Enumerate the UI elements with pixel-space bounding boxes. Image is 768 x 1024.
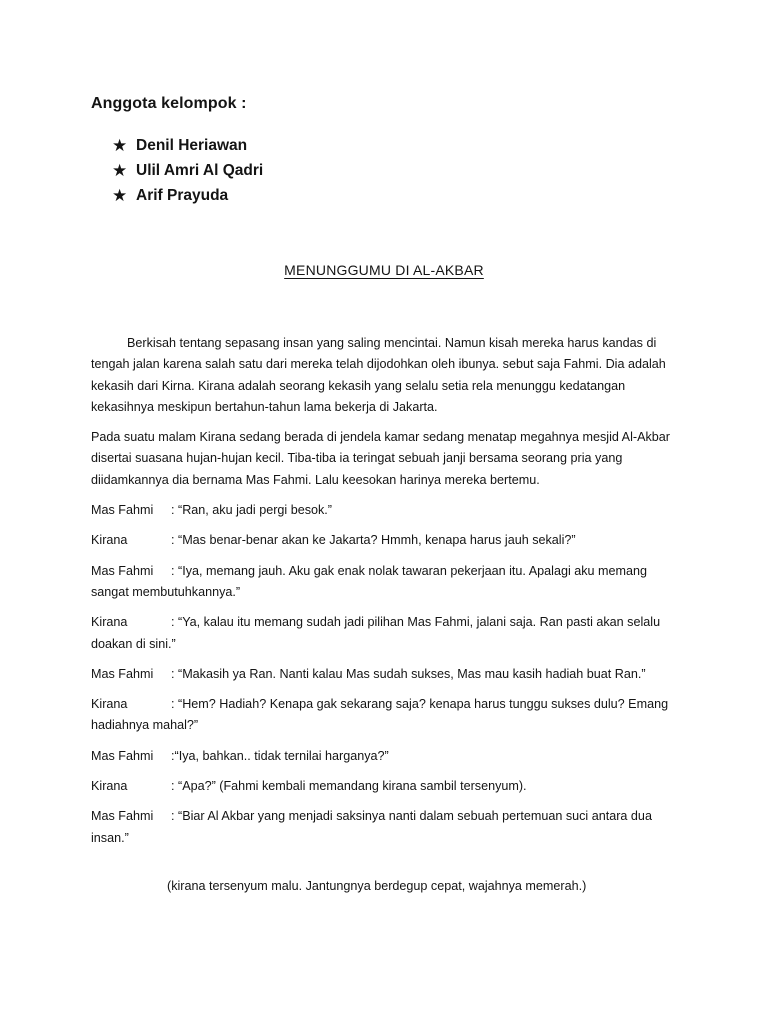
dialogue-text: : “Iya, memang jauh. Aku gak enak nolak tawaran pekerjaan itu. Apalagi aku memang sangat membutuhkannya.”: [91, 563, 648, 599]
dialogue-line: [91, 612, 671, 655]
closing-stage-direction: (kirana tersenyum malu. Jantungnya berdegup cepat, wajahnya memerah.): [167, 879, 587, 893]
members-heading: Anggota kelompok :: [91, 95, 247, 112]
dialogue-line: [91, 746, 671, 767]
speaker-name: Mas Fahmi: [91, 563, 154, 578]
dialogue-line: [91, 776, 671, 797]
speaker-name: Mas Fahmi: [91, 503, 154, 518]
dialogue-text: : “Makasih ya Ran. Nanti kalau Mas sudah sukses, Mas mau kasih hadiah buat Ran.”: [171, 666, 646, 681]
dialogue-text: : “Mas benar-benar akan ke Jakarta? Hmmh, kenapa harus jauh sekali?”: [171, 533, 576, 548]
speaker-name: Mas Fahmi: [91, 666, 154, 681]
story-paragraph: Berkisah tentang sepasang insan yang saling mencintai. Namun kisah mereka harus kandas di tengah jalan karena salah satu dari mereka telah dijodohkan oleh ibunya. sebut saja Fahmi. Dia adalah kekasih dari Kirna. Kirana adalah seorang kekasih yang selalu setia rela menunggu kedatangan kekasihnya meskipun bertahun-tahun lama bekerja di Jakarta.: [91, 336, 666, 414]
star-icon: ★: [112, 136, 128, 155]
list-item: [112, 133, 263, 158]
story-paragraph: Pada suatu malam Kirana sedang berada di jendela kamar sedang menatap megahnya mesjid Al-Akbar disertai suasana hujan-hujan kecil. Tiba-tiba ia teringat sebuah janji bersama seorang pria yang diidamkannya dia bernama Mas Fahmi. Lalu keesokan harinya mereka bertemu.: [91, 430, 670, 487]
member-name: Denil Heriawan: [136, 136, 248, 154]
dialogue-text: : “Hem? Hadiah? Kenapa gak sekarang saja? kenapa harus tunggu sukses dulu? Emang hadiahnya mahal?”: [91, 697, 669, 733]
star-icon: ★: [112, 186, 128, 205]
dialogue-text: : “Apa?” (Fahmi kembali memandang kirana sambil tersenyum).: [171, 779, 527, 794]
speaker-name: Kirana: [91, 533, 128, 548]
dialogue-line: [91, 530, 671, 551]
speaker-name: Mas Fahmi: [91, 748, 154, 763]
story-title: MENUNGGUMU DI AL-AKBAR: [284, 262, 484, 278]
list-item: [112, 158, 263, 183]
dialogue-text: : “Ya, kalau itu memang sudah jadi pilihan Mas Fahmi, jalani saja. Ran pasti akan selalu doakan di sini.”: [91, 615, 661, 651]
dialogue-text: : “Biar Al Akbar yang menjadi saksinya nanti dalam sebuah pertemuan suci antara dua insan.”: [91, 809, 652, 845]
member-name: Ulil Amri Al Qadri: [136, 161, 264, 179]
speaker-name: Kirana: [91, 697, 128, 712]
speaker-name: Kirana: [91, 779, 128, 794]
dialogue-text: : “Ran, aku jadi pergi besok.”: [171, 503, 333, 518]
speaker-name: Kirana: [91, 615, 128, 630]
dialogue-line: [91, 806, 671, 849]
speaker-name: Mas Fahmi: [91, 809, 154, 824]
dialogue-line: [91, 664, 671, 685]
member-name: Arif Prayuda: [136, 186, 229, 204]
dialogue-line: [91, 500, 671, 521]
members-list: [112, 133, 263, 208]
dialogue-text: :“Iya, bahkan.. tidak ternilai harganya?”: [171, 748, 389, 763]
story-body: [91, 333, 671, 858]
dialogue-line: [91, 561, 671, 604]
dialogue-line: [91, 694, 671, 737]
list-item: [112, 183, 263, 208]
star-icon: ★: [112, 161, 128, 180]
